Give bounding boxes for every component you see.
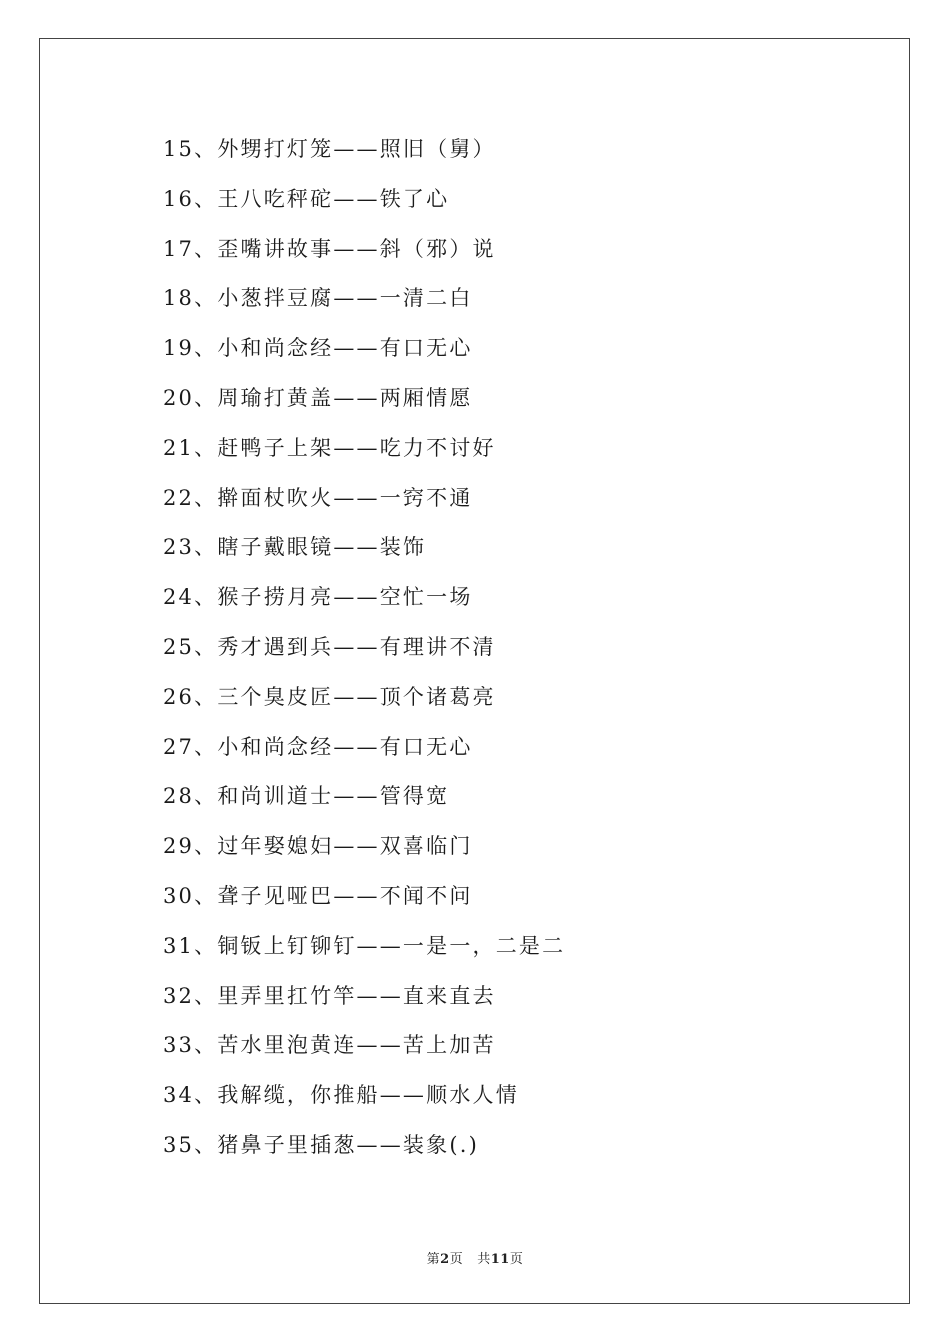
list-item: 32、里弄里扛竹竿——直来直去 <box>163 983 496 1008</box>
list-item: 25、秀才遇到兵——有理讲不清 <box>163 634 496 659</box>
list-item: 29、过年娶媳妇——双喜临门 <box>163 834 473 859</box>
list-item: 19、小和尚念经——有口无心 <box>163 336 473 361</box>
list-item: 17、歪嘴讲故事——斜（邪）说 <box>163 236 496 261</box>
list-item: 15、外甥打灯笼——照旧（舅） <box>163 137 496 161</box>
list-item: 30、聋子见哑巴——不闻不问 <box>163 883 473 908</box>
page-footer <box>0 1248 950 1267</box>
list-item: 27、小和尚念经——有口无心 <box>163 734 473 759</box>
list-item: 31、铜钣上钉铆钉——一是一，二是二 <box>163 933 566 958</box>
entry-list <box>163 132 565 1178</box>
list-item: 21、赶鸭子上架——吃力不讨好 <box>163 435 496 460</box>
list-item: 33、苦水里泡黄连——苦上加苦 <box>163 1033 496 1058</box>
list-item: 23、瞎子戴眼镜——装饰 <box>163 535 427 560</box>
list-item: 28、和尚训道士——管得宽 <box>163 784 450 809</box>
list-item: 35、猪鼻子里插葱——装象(.) <box>163 1132 479 1157</box>
list-item: 20、周瑜打黄盖——两厢情愿 <box>163 385 473 410</box>
list-item: 34、我解缆，你推船——顺水人情 <box>163 1083 519 1108</box>
list-item: 18、小葱拌豆腐——一清二白 <box>163 286 473 311</box>
list-item: 24、猴子捞月亮——空忙一场 <box>163 585 473 610</box>
list-item: 16、王八吃秤砣——铁了心 <box>163 186 450 211</box>
total-pages: 共11页 <box>477 1252 524 1267</box>
list-item: 22、擀面杖吹火——一窍不通 <box>163 485 473 510</box>
page-number: 第2页 <box>426 1252 464 1267</box>
list-item: 26、三个臭皮匠——顶个诸葛亮 <box>163 684 496 709</box>
